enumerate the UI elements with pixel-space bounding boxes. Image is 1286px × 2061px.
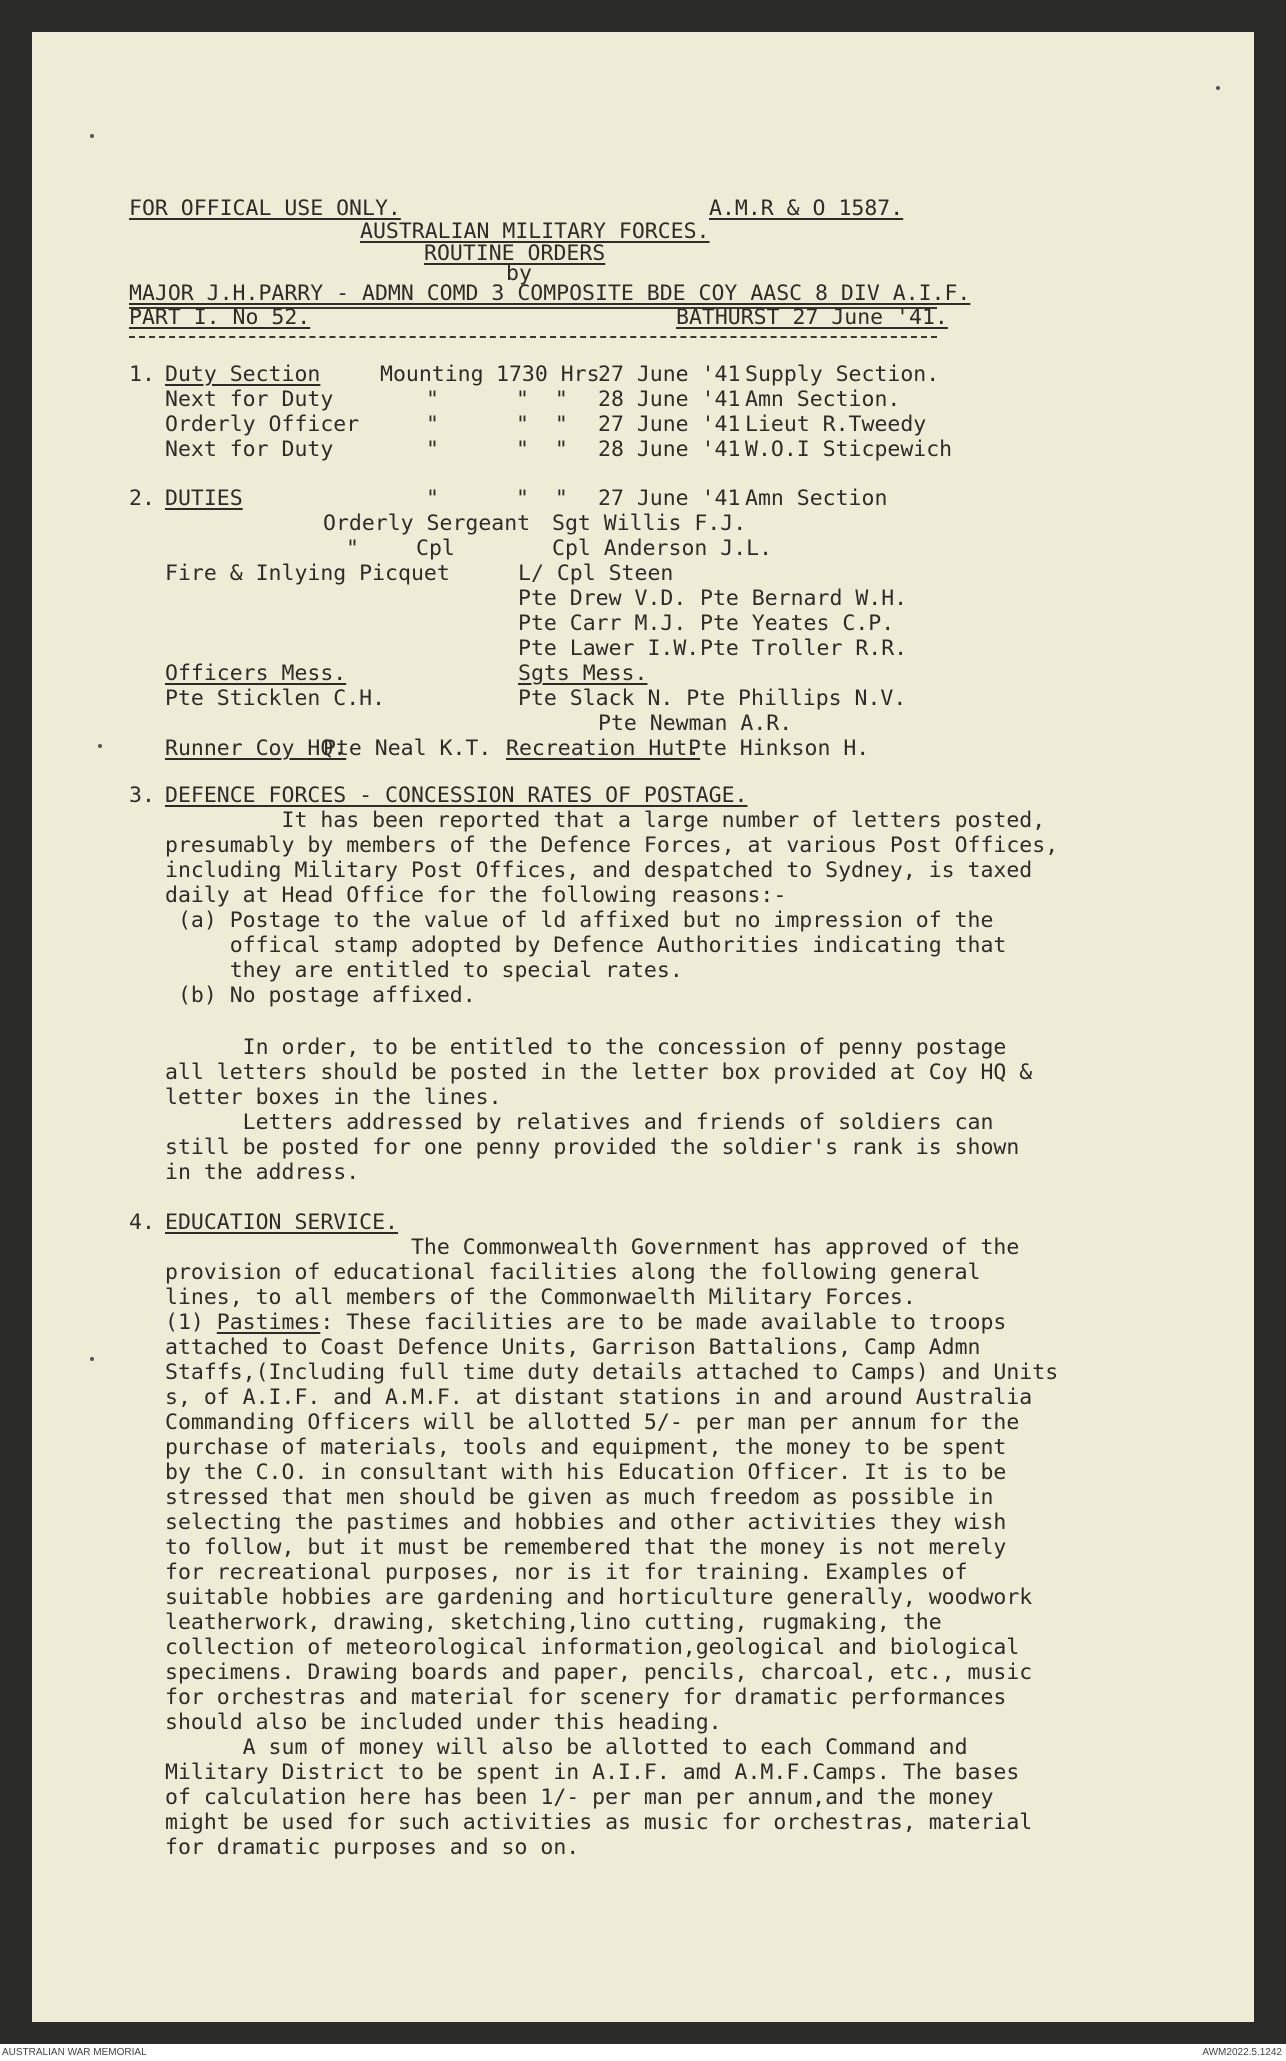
sgts-mess-names: Pte Slack N. Pte Phillips N.V. xyxy=(518,686,907,711)
archive-footer xyxy=(0,2044,1286,2061)
section-4-number: 4. xyxy=(129,1210,155,1235)
body-line: they are entitled to special rates. xyxy=(165,958,683,983)
pastimes-rest: : These facilities are to be made available to troops xyxy=(320,1310,1007,1335)
body-line: It has been reported that a large number of letters posted, xyxy=(165,808,1046,833)
classification: FOR OFFICAL USE ONLY. xyxy=(129,196,401,221)
by-line: by xyxy=(506,261,532,286)
recreation-name: Pte Hinkson H. xyxy=(688,736,870,761)
s1-row4-label: Next for Duty xyxy=(165,437,334,462)
picquet-label: Fire & Inlying Picquet xyxy=(165,561,450,586)
body-line: for recreational purposes, nor is it for training. Examples of xyxy=(165,1560,968,1585)
reference-number: A.M.R & O 1587. xyxy=(709,196,904,221)
paper-speck xyxy=(1216,86,1220,90)
body-line: daily at Head Office for the following reasons:- xyxy=(165,883,787,908)
body-line: selecting the pastimes and hobbies and other activities they wish xyxy=(165,1510,1007,1535)
section-1-number: 1. xyxy=(129,362,155,387)
picquet-lcpl: L/ Cpl Steen xyxy=(518,561,674,586)
document-page xyxy=(32,32,1254,2022)
s1-row2-date: 28 June '41 xyxy=(598,387,741,412)
s1-row3-label: Orderly Officer xyxy=(165,412,360,437)
place-date: BATHURST 27 June '41. xyxy=(676,305,948,330)
body-line: A sum of money will also be allotted to each Command and xyxy=(165,1735,968,1760)
body-line: Commanding Officers will be allotted 5/- per man per annum for the xyxy=(165,1410,1020,1435)
s1-row3-assigned: Lieut R.Tweedy xyxy=(745,412,927,437)
body-line: should also be included under this heading. xyxy=(165,1710,722,1735)
cpl-name: Cpl Anderson J.L. xyxy=(552,536,773,561)
body-line: (b) No postage affixed. xyxy=(165,983,476,1008)
footer-left: AUSTRALIAN WAR MEMORIAL xyxy=(2,2047,147,2058)
body-line: stressed that men should be given as much freedom as possible in xyxy=(165,1485,994,1510)
s1-row3-time: " " xyxy=(516,412,568,437)
issuer: MAJOR J.H.PARRY - ADMN COMD 3 COMPOSITE BDE COY AASC 8 DIV A.I.F. xyxy=(129,281,971,306)
body-line: suitable hobbies are gardening and horticulture generally, woodwork xyxy=(165,1585,1033,1610)
part-number: PART I. No 52. xyxy=(129,305,311,330)
body-line: The Commonwealth Government has approved of the xyxy=(165,1235,1020,1260)
body-line: might be used for such activities as music for orchestras, material xyxy=(165,1810,1033,1835)
cpl-label: Cpl xyxy=(416,536,455,561)
runner-label: Runner Coy HQ. xyxy=(165,736,347,761)
sgts-mess-names-2: Pte Newman A.R. xyxy=(598,711,793,736)
section-4-title: EDUCATION SERVICE. xyxy=(165,1210,398,1235)
orders-title: ROUTINE ORDERS xyxy=(424,241,606,266)
s1-row2-assigned: Amn Section. xyxy=(745,387,901,412)
sgts-mess-label: Sgts Mess. xyxy=(518,661,648,686)
force-title: AUSTRALIAN MILITARY FORCES. xyxy=(360,219,710,244)
body-line: leatherwork, drawing, sketching,lino cutting, rugmaking, the xyxy=(165,1610,942,1635)
body-line: for orchestras and material for scenery for dramatic performances xyxy=(165,1685,1007,1710)
s1-row1-date: 27 June '41 xyxy=(598,362,741,387)
section-3-title: DEFENCE FORCES - CONCESSION RATES OF POSTAGE. xyxy=(165,783,748,808)
section-2-label: DUTIES xyxy=(165,486,243,511)
s2-date: 27 June '41 xyxy=(598,486,741,511)
pastimes-line xyxy=(165,1310,1006,1335)
s1-row3-mount: " xyxy=(426,412,439,437)
picquet-name: Pte Bernard W.H. xyxy=(700,586,908,611)
body-line: letter boxes in the lines. xyxy=(165,1085,502,1110)
section-2-number: 2. xyxy=(129,486,155,511)
recreation-label: Recreation Hut. xyxy=(506,736,701,761)
s1-row2-mount: " xyxy=(426,387,439,412)
orderly-sergeant-label: Orderly Sergeant xyxy=(323,511,531,536)
s2-assigned: Amn Section xyxy=(745,486,888,511)
body-line: by the C.O. in consultant with his Education Officer. It is to be xyxy=(165,1460,1007,1485)
body-line: lines, to all members of the Commonwaelth Military Forces. xyxy=(165,1285,916,1310)
s1-row3-date: 27 June '41 xyxy=(598,412,741,437)
pastimes-label: Pastimes xyxy=(216,1310,321,1335)
body-line: including Military Post Offices, and despatched to Sydney, is taxed xyxy=(165,858,1033,883)
s1-row4-mount: " xyxy=(426,437,439,462)
dashed-divider xyxy=(129,336,937,338)
s1-row2-time: " " xyxy=(516,387,568,412)
paper-speck xyxy=(90,1357,94,1361)
body-line: all letters should be posted in the letter box provided at Coy HQ & xyxy=(165,1060,1033,1085)
body-line: to follow, but it must be remembered that the money is not merely xyxy=(165,1535,1007,1560)
body-line: Letters addressed by relatives and friends of soldiers can xyxy=(165,1110,994,1135)
s2-mount: " xyxy=(426,486,439,511)
cpl-ditto: " xyxy=(346,536,359,561)
s1-row1-time: 1730 Hrs xyxy=(496,362,600,387)
s1-row2-label: Next for Duty xyxy=(165,387,334,412)
body-line: (a) Postage to the value of ld affixed but no impression of the xyxy=(165,908,994,933)
s1-row1-mount: Mounting xyxy=(380,362,484,387)
body-line: specimens. Drawing boards and paper, pencils, charcoal, etc., music xyxy=(165,1660,1033,1685)
picquet-name: Pte Carr M.J. xyxy=(518,611,687,636)
body-line: presumably by members of the Defence Forces, at various Post Offices, xyxy=(165,833,1059,858)
runner-name: Pte Neal K.T. xyxy=(323,736,492,761)
picquet-name: Pte Yeates C.P. xyxy=(700,611,895,636)
body-line: In order, to be entitled to the concession of penny postage xyxy=(165,1035,1007,1060)
pastimes-prefix: (1) xyxy=(165,1310,217,1335)
picquet-name: Pte Troller R.R. xyxy=(700,636,908,661)
officers-mess-label: Officers Mess. xyxy=(165,661,347,686)
footer-right: AWM2022.5.1242 xyxy=(1202,2047,1282,2058)
body-line: attached to Coast Defence Units, Garrison Battalions, Camp Admn xyxy=(165,1335,981,1360)
orderly-sergeant-name: Sgt Willis F.J. xyxy=(552,511,747,536)
body-line: provision of educational facilities along the following general xyxy=(165,1260,981,1285)
body-line: in the address. xyxy=(165,1160,360,1185)
paper-speck xyxy=(90,134,94,138)
body-line: collection of meteorological information,geological and biological xyxy=(165,1635,1020,1660)
s2-time: " " xyxy=(516,486,568,511)
officers-mess-name: Pte Sticklen C.H. xyxy=(165,686,386,711)
body-line: of calculation here has been 1/- per man per annum,and the money xyxy=(165,1785,994,1810)
s1-row4-date: 28 June '41 xyxy=(598,437,741,462)
body-line: Staffs,(Including full time duty details attached to Camps) and Units xyxy=(165,1360,1059,1385)
s1-row4-time: " " xyxy=(516,437,568,462)
picquet-name: Pte Drew V.D. xyxy=(518,586,687,611)
picquet-name: Pte Lawer I.W. xyxy=(518,636,700,661)
s1-row1-assigned: Supply Section. xyxy=(745,362,940,387)
body-line: for dramatic purposes and so on. xyxy=(165,1835,580,1860)
paper-speck xyxy=(98,744,102,748)
s1-row4-assigned: W.O.I Sticpewich xyxy=(745,437,953,462)
body-line: Military District to be spent in A.I.F. amd A.M.F.Camps. The bases xyxy=(165,1760,1020,1785)
body-line: offical stamp adopted by Defence Authorities indicating that xyxy=(165,933,1007,958)
section-1-label: Duty Section xyxy=(165,362,321,387)
section-3-number: 3. xyxy=(129,783,155,808)
body-line: s, of A.I.F. and A.M.F. at distant stations in and around Australia xyxy=(165,1385,1033,1410)
body-line: still be posted for one penny provided the soldier's rank is shown xyxy=(165,1135,1020,1160)
body-line: purchase of materials, tools and equipment, the money to be spent xyxy=(165,1435,1007,1460)
